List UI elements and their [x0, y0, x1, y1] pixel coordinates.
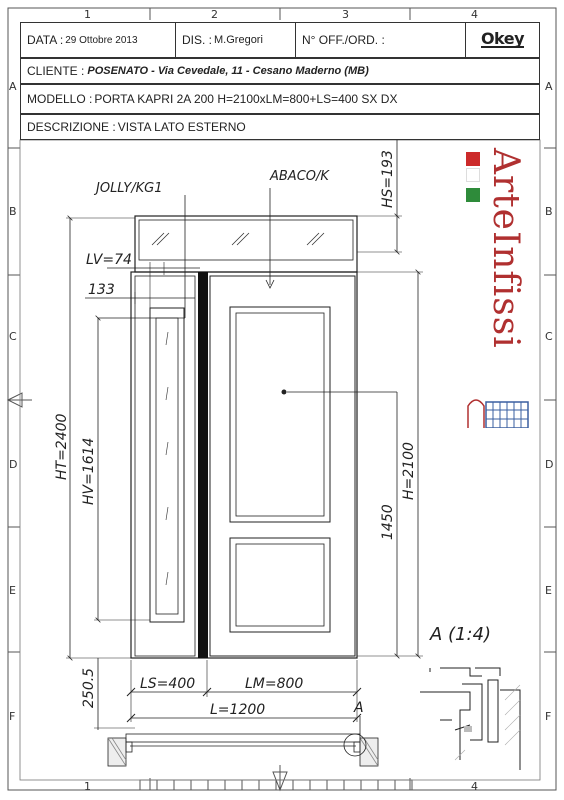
lower-panel-outer: [230, 538, 330, 632]
description-label: DESCRIZIONE :: [27, 120, 116, 134]
brand-name-wrapper: [470, 148, 530, 388]
plan-section: [108, 734, 378, 766]
grid-row-d-right: D: [545, 458, 554, 471]
transom-glass: [139, 220, 353, 260]
d250-dimension: 250.5: [81, 667, 97, 708]
abaco-label: ABACO/K: [270, 169, 329, 184]
grid-row-a-left: A: [9, 80, 17, 93]
grid-row-c-right: C: [545, 330, 553, 343]
grid-col-2-top: 2: [211, 8, 218, 21]
glass-marks: [152, 233, 324, 245]
grid-row-b-right: B: [545, 205, 553, 218]
grid-row-b-left: B: [9, 205, 17, 218]
side-glass-marks: [166, 332, 168, 585]
door-leaf: [210, 276, 355, 656]
grid-row-d-left: D: [9, 458, 18, 471]
grid-col-1-top: 1: [84, 8, 91, 21]
jolly-label: JOLLY/KG1: [96, 181, 163, 196]
ht-dimension: HT=2400: [54, 413, 70, 480]
grid-row-e-left: E: [9, 584, 16, 597]
grid-row-f-left: F: [9, 710, 16, 723]
side-panel: [135, 276, 195, 656]
section-mark: A: [354, 700, 364, 716]
hv-dimension: HV=1614: [81, 437, 97, 505]
door-handle: [282, 390, 287, 395]
door-outer-frame: [131, 272, 357, 658]
client-label: CLIENTE :: [27, 64, 85, 78]
drawn-value: M.Gregori: [214, 34, 263, 46]
upper-panel-outer: [230, 307, 330, 522]
drawn-label: DIS. :: [182, 33, 213, 47]
width-133-dimension: 133: [88, 282, 115, 298]
upper-panel-inner: [236, 313, 324, 516]
grid-row-a-right: A: [545, 80, 553, 93]
date-label: DATA :: [27, 33, 64, 47]
lower-panel-inner: [236, 544, 324, 626]
client-value: POSENATO - Via Cevedale, 11 - Cesano Maderno (MB): [87, 65, 369, 77]
okey-logo-text: Okey: [480, 29, 525, 48]
grid-col-4-top: 4: [471, 8, 478, 21]
order-label: N° OFF./ORD. :: [302, 33, 385, 47]
grid-row-e-right: E: [545, 584, 552, 597]
brand-building-icon: [466, 392, 530, 428]
description-value: VISTA LATO ESTERNO: [117, 120, 246, 134]
h-dimension: H=2100: [401, 442, 417, 500]
lv-dimension: LV=74: [86, 252, 132, 268]
ls-dimension: LS=400: [140, 676, 196, 692]
transom-frame: [135, 216, 357, 272]
grid-row-c-left: C: [9, 330, 17, 343]
model-value: PORTA KAPRI 2A 200 H=2100xLM=800+LS=400 SX DX: [94, 92, 398, 106]
date-value: 29 Ottobre 2013: [65, 34, 138, 46]
grid-col-4-bottom: 4: [471, 780, 478, 793]
hs-dimension: HS=193: [380, 150, 396, 208]
side-glass-outer: [150, 308, 184, 622]
detail-a-section: [420, 668, 520, 770]
brand-name: ArteInfissi: [485, 148, 526, 349]
side-glass-inner: [156, 318, 178, 614]
grid-col-1-bottom: 1: [84, 780, 91, 793]
grid-row-f-right: F: [545, 710, 552, 723]
l-dimension: L=1200: [210, 702, 266, 718]
lm-dimension: LM=800: [245, 676, 304, 692]
h1450-dimension: 1450: [380, 504, 396, 540]
model-label: MODELLO :: [27, 92, 93, 106]
grid-col-3-top: 3: [342, 8, 349, 21]
detail-label: A (1:4): [430, 624, 492, 645]
door-jamb: [198, 272, 208, 658]
